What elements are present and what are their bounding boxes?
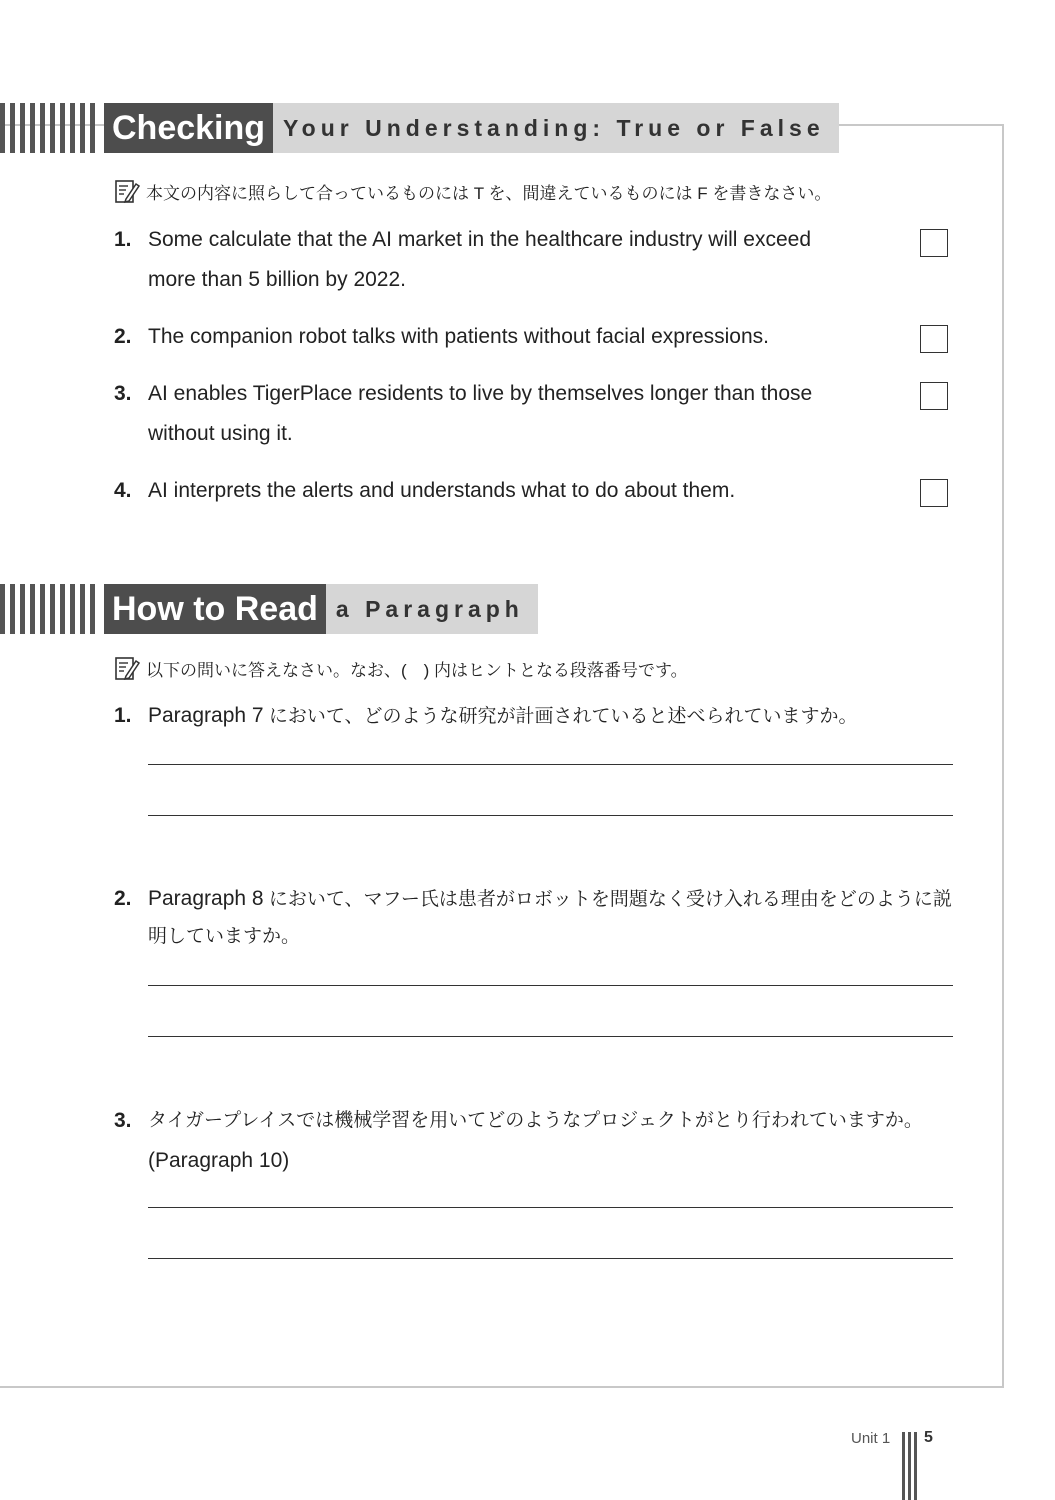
answer-box-2[interactable]	[920, 325, 948, 353]
instruction-text: 本文の内容に照らして合っているものには T を、間違えているものには F を書きなさい。	[146, 183, 832, 203]
question-text-line2: (Paragraph 10)	[148, 1149, 290, 1172]
answer-line[interactable]	[148, 815, 953, 816]
answer-line[interactable]	[148, 1258, 953, 1259]
answer-line[interactable]	[148, 985, 953, 986]
question-text-line2: without using it.	[148, 422, 293, 445]
question-text-line1: Some calculate that the AI market in the healthcare industry will exceed	[148, 228, 812, 251]
paragraph-ref: Paragraph 8	[148, 887, 264, 910]
section-header-checking	[0, 103, 839, 153]
section-header-how-to-read	[0, 584, 538, 634]
pencil-note-icon	[114, 655, 140, 681]
question-number: 1.	[114, 704, 132, 727]
question-number: 3.	[114, 1109, 132, 1132]
footer-bars	[902, 1432, 920, 1500]
answer-box-3[interactable]	[920, 382, 948, 410]
page-frame	[0, 124, 1004, 1388]
page-number: 5	[924, 1429, 933, 1446]
question-text-line1	[148, 696, 858, 737]
header-stripes	[0, 584, 100, 634]
section-title-bold: Checking	[104, 103, 273, 153]
header-stripes	[0, 103, 100, 153]
question-text-line1: The companion robot talks with patients without facial expressions.	[148, 325, 769, 348]
question-text-line1: AI enables TigerPlace residents to live by themselves longer than those	[148, 382, 813, 405]
answer-line[interactable]	[148, 764, 953, 765]
question-text-line1: AI interprets the alerts and understands what to do about them.	[148, 479, 736, 502]
question-number: 1.	[114, 228, 132, 251]
question-text-line2: more than 5 billion by 2022.	[148, 268, 406, 291]
question-number: 4.	[114, 479, 132, 502]
question-number: 3.	[114, 382, 132, 405]
section-title-rest: Your Understanding: True or False	[273, 103, 839, 153]
question-text-jp: において、どのような研究が計画されていると述べられていますか。	[263, 706, 858, 727]
question-text-line1	[148, 879, 952, 920]
unit-label: Unit 1	[851, 1430, 891, 1447]
pencil-note-icon	[114, 178, 140, 204]
paragraph-ref: Paragraph 7	[148, 704, 264, 727]
answer-line[interactable]	[148, 1207, 953, 1208]
question-text-line1: タイガープレイスでは機械学習を用いてどのようなプロジェクトがとり行われていますか。	[148, 1110, 923, 1131]
instruction-text: 以下の問いに答えなさい。なお、( ) 内はヒントとなる段落番号です。	[146, 660, 688, 680]
question-number: 2.	[114, 325, 132, 348]
answer-line[interactable]	[148, 1036, 953, 1037]
answer-box-1[interactable]	[920, 229, 948, 257]
instruction-true-false	[114, 178, 831, 204]
answer-box-4[interactable]	[920, 479, 948, 507]
question-number: 2.	[114, 887, 132, 910]
instruction-paragraph	[114, 655, 688, 681]
question-text-line2: 明していますか。	[148, 926, 301, 947]
question-text-jp: において、マフー氏は患者がロボットを問題なく受け入れる理由をどのように説	[263, 889, 952, 910]
section-title-rest: a Paragraph	[326, 584, 538, 634]
section-title-bold: How to Read	[104, 584, 326, 634]
